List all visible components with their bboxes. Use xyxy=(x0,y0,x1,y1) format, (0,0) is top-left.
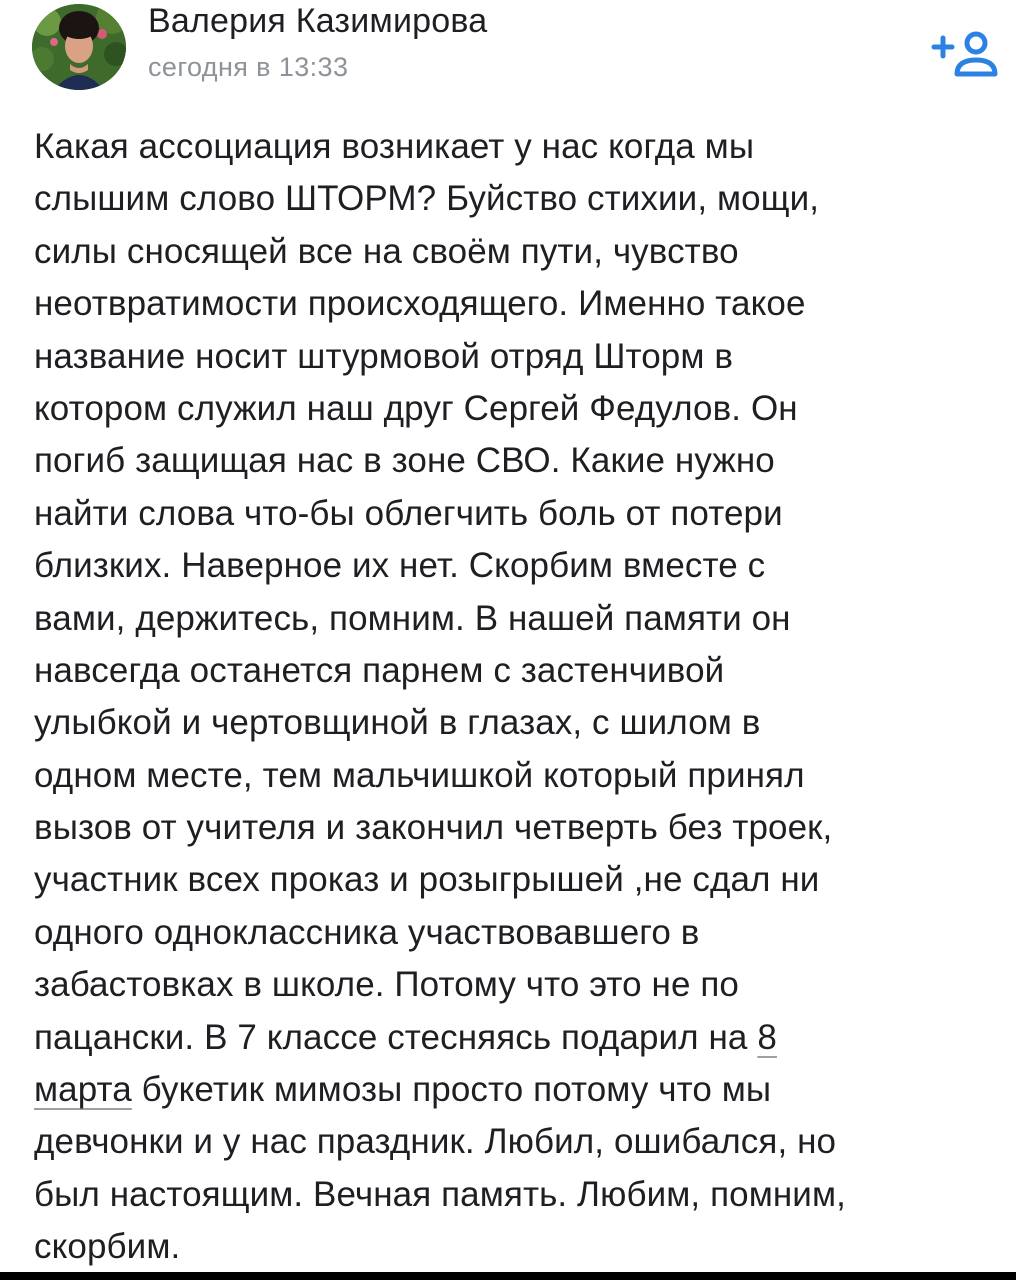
avatar-photo xyxy=(32,4,126,90)
post-text-line: котором служил наш друг Сергей Федулов. Он xyxy=(34,388,798,428)
post-text-line: участник всех проказ и розыгрышей ,не сдал ни xyxy=(34,860,820,900)
post-text-line: неотвратимости происходящего. Именно такое xyxy=(34,284,806,324)
post-text-fragment: пацански. В 7 классе стесняясь подарил на xyxy=(34,1017,758,1057)
post-text-line: погиб защищая нас в зоне СВО. Какие нужно xyxy=(34,441,775,481)
date-link[interactable]: марта xyxy=(34,1070,132,1110)
post-text-line: был настоящим. Вечная память. Любим, помним, xyxy=(34,1174,846,1214)
post-text-line xyxy=(34,1064,984,1116)
author-name[interactable]: Валерия Казимирова xyxy=(148,2,488,40)
post-text-line: улыбкой и чертовщиной в глазах, с шилом в xyxy=(34,703,761,743)
post-text-line: вызов от учителя и закончил четверть без троек, xyxy=(34,808,833,848)
date-link[interactable]: 8 xyxy=(757,1017,777,1057)
bottom-bar xyxy=(0,1272,1016,1280)
post-text-line: силы сносящей все на своём пути, чувство xyxy=(34,231,739,271)
post-text-line: слышим слово ШТОРМ? Буйство стихии, мощи, xyxy=(34,179,820,219)
post-text-line xyxy=(34,1012,984,1064)
post-text-line: близких. Наверное их нет. Скорбим вместе с xyxy=(34,546,766,586)
post-text-line: найти слова что-бы облегчить боль от потери xyxy=(34,493,783,533)
post-text-line: название носит штурмовой отряд Шторм в xyxy=(34,336,734,376)
post-text-fragment: букетик мимозы просто потому что мы xyxy=(131,1070,772,1110)
post-text xyxy=(34,121,984,1274)
add-friend-icon[interactable] xyxy=(930,30,1000,80)
post-text-line: одном месте, тем мальчишкой который принял xyxy=(34,755,805,795)
post-time: сегодня в 13:33 xyxy=(148,52,349,82)
avatar[interactable] xyxy=(32,4,126,90)
post-text-line: навсегда останется парнем с застенчивой xyxy=(34,650,725,690)
post-text-line: Какая ассоциация возникает у нас когда мы xyxy=(34,127,755,166)
post-text-line: скорбим. xyxy=(34,1227,181,1267)
post-text-line: одного одноклассника участвовавшего в xyxy=(34,912,700,952)
post-text-line: забастовках в школе. Потому что это не по xyxy=(34,965,739,1005)
post-text-line: вами, держитесь, помним. В нашей памяти он xyxy=(34,598,791,638)
post-text-line: девчонки и у нас праздник. Любил, ошибался, но xyxy=(34,1122,837,1162)
